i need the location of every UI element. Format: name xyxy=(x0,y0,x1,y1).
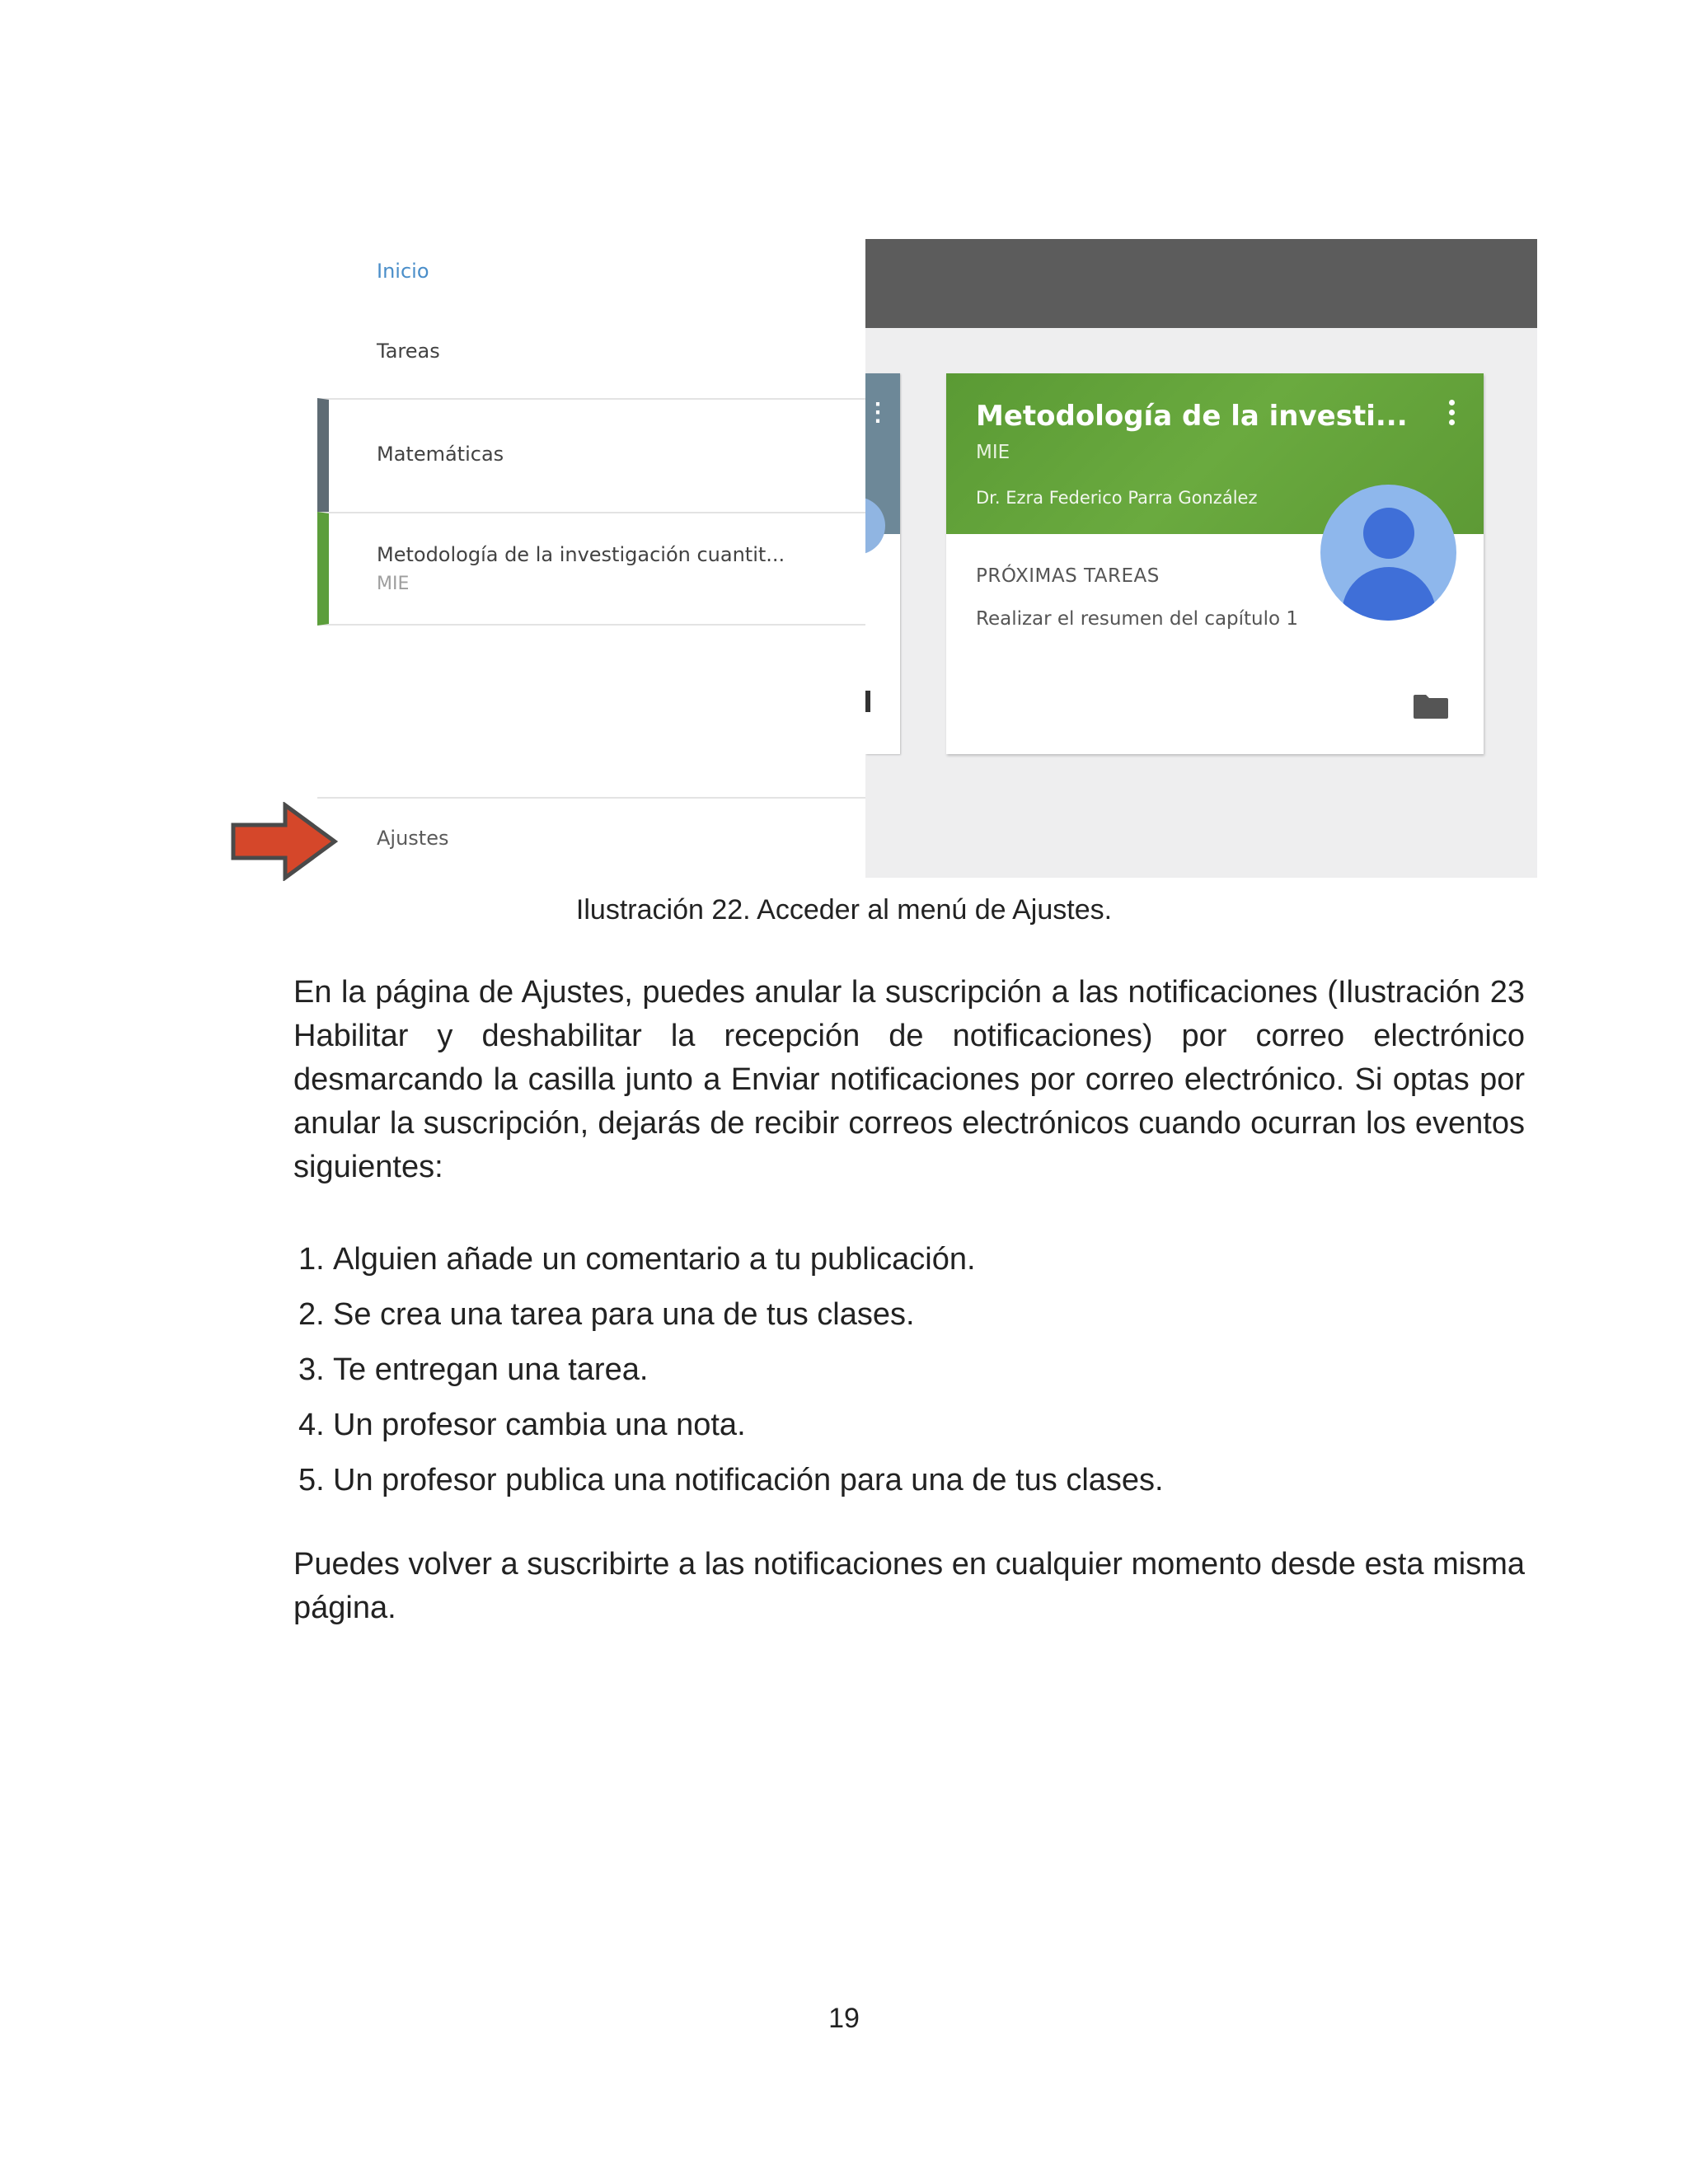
list-item: 2. Se crea una tarea para una de tus clases. xyxy=(298,1297,915,1332)
drawer-item-tareas[interactable] xyxy=(317,340,865,373)
figure-caption: Ilustración 22. Acceder al menú de Ajustes. xyxy=(575,894,1113,926)
drawer-item-inicio[interactable] xyxy=(317,260,865,293)
upcoming-task-link[interactable]: Realizar el resumen del capítulo 1 xyxy=(976,608,1299,630)
drawer-item-metodologia[interactable] xyxy=(317,512,865,626)
list-item: 4. Un profesor cambia una nota. xyxy=(298,1408,746,1442)
kebab-menu-icon[interactable]: ⋮ xyxy=(865,399,890,426)
drawer-item-ajustes[interactable] xyxy=(317,827,865,860)
class-card-title[interactable]: Metodología de la investi... xyxy=(976,400,1408,433)
body-paragraph-2: Puedes volver a suscribirte a las notificaciones en cualquier momento desde esta misma página. xyxy=(293,1547,1525,1625)
folder-icon[interactable] xyxy=(1412,693,1450,719)
drawer-item-matematicas[interactable] xyxy=(317,398,865,512)
drawer-item-label: Matemáticas xyxy=(377,443,504,466)
drawer-item-label: Tareas xyxy=(377,340,440,363)
drawer-item-label: Ajustes xyxy=(377,827,449,850)
list-item: 1. Alguien añade un comentario a tu publicación. xyxy=(298,1242,976,1277)
drawer-item-label: Metodología de la investigación cuantit... xyxy=(377,543,785,566)
kebab-menu-icon[interactable] xyxy=(1446,400,1457,433)
body-paragraph-1: En la página de Ajustes, puedes anular la suscripción a las notificaciones (Ilustración 23 Habilitar y deshabilitar la recepción de notificaciones) por correo electrónico desmarcando la casilla junto a Enviar notificaciones por correo electrónico. Si optas por anular la suscripción, dejarás de recibir correos electrónicos cuando ocurran los eventos siguientes: xyxy=(293,975,1525,1184)
arrow-right-icon xyxy=(231,802,338,881)
list-item: 3. Te entregan una tarea. xyxy=(298,1352,649,1387)
screenshot-figure xyxy=(231,235,1541,878)
folder-icon[interactable] xyxy=(865,691,870,712)
drawer-item-sublabel: MIE xyxy=(377,574,410,594)
navigation-drawer xyxy=(317,235,865,876)
upcoming-tasks-label: PRÓXIMAS TAREAS xyxy=(976,565,1160,587)
class-card-partial[interactable] xyxy=(865,373,900,754)
class-card-section: MIE xyxy=(976,442,1010,463)
drawer-divider xyxy=(317,797,865,799)
class-card[interactable] xyxy=(946,373,1484,754)
class-card-teacher: Dr. Ezra Federico Parra González xyxy=(976,488,1258,508)
classroom-main-area xyxy=(865,239,1537,878)
drawer-item-label: Inicio xyxy=(377,260,429,283)
avatar-icon xyxy=(1320,485,1456,621)
events-list xyxy=(298,1232,1518,1508)
app-top-bar xyxy=(865,239,1537,328)
list-item: 5. Un profesor publica una notificación para una de tus clases. xyxy=(298,1463,1164,1497)
page-number: 19 xyxy=(828,2003,860,2034)
